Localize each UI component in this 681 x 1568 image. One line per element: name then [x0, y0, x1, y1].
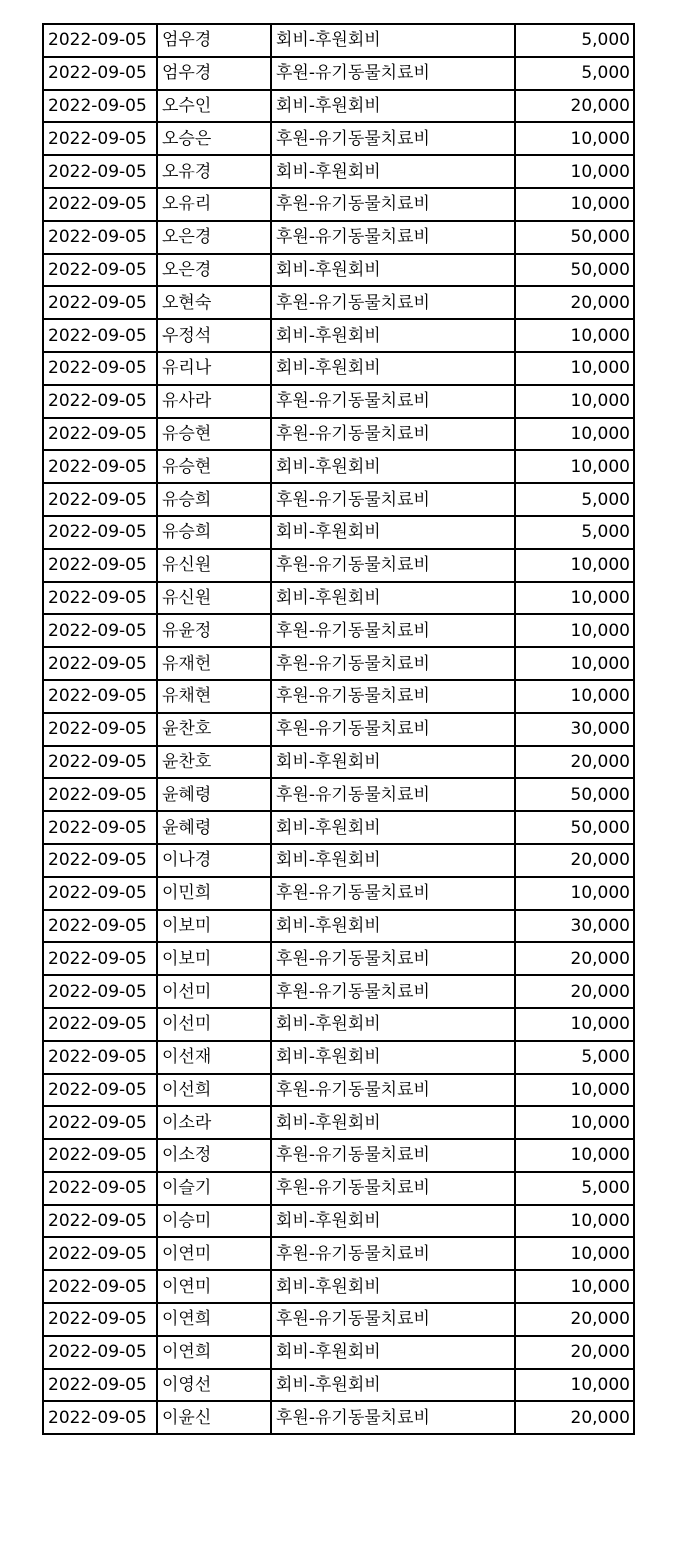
category-cell: 회비-후원회비 [271, 910, 515, 943]
table-row [43, 1041, 634, 1074]
donor-name-cell: 이선재 [157, 1041, 271, 1074]
date-cell: 2022-09-05 [43, 450, 157, 483]
donor-name-cell: 유신원 [157, 582, 271, 615]
table-row [43, 418, 634, 451]
category-cell: 후원-유기동물치료비 [271, 713, 515, 746]
amount-cell: 20,000 [515, 1303, 634, 1336]
date-cell: 2022-09-05 [43, 1041, 157, 1074]
donor-name-cell: 오승은 [157, 122, 271, 155]
date-cell: 2022-09-05 [43, 1139, 157, 1172]
category-cell: 회비-후원회비 [271, 1270, 515, 1303]
amount-cell: 5,000 [515, 1172, 634, 1205]
date-cell: 2022-09-05 [43, 549, 157, 582]
amount-cell: 50,000 [515, 811, 634, 844]
donor-name-cell: 이연희 [157, 1336, 271, 1369]
amount-cell: 20,000 [515, 90, 634, 123]
category-cell: 회비-후원회비 [271, 1008, 515, 1041]
donor-name-cell: 이선미 [157, 1008, 271, 1041]
date-cell: 2022-09-05 [43, 746, 157, 779]
date-cell: 2022-09-05 [43, 647, 157, 680]
donor-name-cell: 이윤신 [157, 1401, 271, 1434]
table-row [43, 90, 634, 123]
date-cell: 2022-09-05 [43, 1074, 157, 1107]
amount-cell: 20,000 [515, 975, 634, 1008]
category-cell: 회비-후원회비 [271, 155, 515, 188]
date-cell: 2022-09-05 [43, 844, 157, 877]
date-cell: 2022-09-05 [43, 122, 157, 155]
category-cell: 회비-후원회비 [271, 582, 515, 615]
donor-name-cell: 이민희 [157, 877, 271, 910]
amount-cell: 10,000 [515, 155, 634, 188]
donor-name-cell: 이보미 [157, 942, 271, 975]
category-cell: 후원-유기동물치료비 [271, 1074, 515, 1107]
table-row [43, 516, 634, 549]
amount-cell: 10,000 [515, 1074, 634, 1107]
amount-cell: 10,000 [515, 549, 634, 582]
donor-name-cell: 엄우경 [157, 57, 271, 90]
donor-name-cell: 이선미 [157, 975, 271, 1008]
date-cell: 2022-09-05 [43, 24, 157, 57]
table-row [43, 483, 634, 516]
date-cell: 2022-09-05 [43, 975, 157, 1008]
amount-cell: 10,000 [515, 1008, 634, 1041]
category-cell: 회비-후원회비 [271, 1369, 515, 1402]
date-cell: 2022-09-05 [43, 942, 157, 975]
category-cell: 후원-유기동물치료비 [271, 188, 515, 221]
amount-cell: 10,000 [515, 877, 634, 910]
category-cell: 후원-유기동물치료비 [271, 614, 515, 647]
category-cell: 후원-유기동물치료비 [271, 1237, 515, 1270]
date-cell: 2022-09-05 [43, 1270, 157, 1303]
table-row [43, 221, 634, 254]
table-row [43, 450, 634, 483]
category-cell: 회비-후원회비 [271, 746, 515, 779]
date-cell: 2022-09-05 [43, 1237, 157, 1270]
donor-name-cell: 오수인 [157, 90, 271, 123]
table-row [43, 778, 634, 811]
date-cell: 2022-09-05 [43, 1172, 157, 1205]
date-cell: 2022-09-05 [43, 877, 157, 910]
date-cell: 2022-09-05 [43, 1336, 157, 1369]
table-row [43, 647, 634, 680]
ledger-body [43, 24, 634, 1434]
date-cell: 2022-09-05 [43, 57, 157, 90]
date-cell: 2022-09-05 [43, 352, 157, 385]
amount-cell: 5,000 [515, 24, 634, 57]
donor-name-cell: 이나경 [157, 844, 271, 877]
category-cell: 후원-유기동물치료비 [271, 942, 515, 975]
donor-name-cell: 유신원 [157, 549, 271, 582]
date-cell: 2022-09-05 [43, 778, 157, 811]
table-row [43, 1369, 634, 1402]
donor-name-cell: 이영선 [157, 1369, 271, 1402]
donor-name-cell: 유사라 [157, 385, 271, 418]
amount-cell: 10,000 [515, 188, 634, 221]
date-cell: 2022-09-05 [43, 614, 157, 647]
category-cell: 회비-후원회비 [271, 352, 515, 385]
amount-cell: 10,000 [515, 319, 634, 352]
table-row [43, 1139, 634, 1172]
table-row [43, 549, 634, 582]
amount-cell: 10,000 [515, 680, 634, 713]
date-cell: 2022-09-05 [43, 1401, 157, 1434]
table-row [43, 582, 634, 615]
donation-ledger-table [42, 23, 635, 1435]
amount-cell: 20,000 [515, 286, 634, 319]
category-cell: 회비-후원회비 [271, 516, 515, 549]
donor-name-cell: 우정석 [157, 319, 271, 352]
table-row [43, 877, 634, 910]
date-cell: 2022-09-05 [43, 516, 157, 549]
table-row [43, 286, 634, 319]
amount-cell: 10,000 [515, 1270, 634, 1303]
date-cell: 2022-09-05 [43, 811, 157, 844]
date-cell: 2022-09-05 [43, 1303, 157, 1336]
category-cell: 후원-유기동물치료비 [271, 549, 515, 582]
amount-cell: 5,000 [515, 483, 634, 516]
table-row [43, 1270, 634, 1303]
donor-name-cell: 이슬기 [157, 1172, 271, 1205]
table-row [43, 254, 634, 287]
table-row [43, 844, 634, 877]
date-cell: 2022-09-05 [43, 155, 157, 188]
donor-name-cell: 오현숙 [157, 286, 271, 319]
category-cell: 후원-유기동물치료비 [271, 483, 515, 516]
donor-name-cell: 유승현 [157, 418, 271, 451]
category-cell: 후원-유기동물치료비 [271, 122, 515, 155]
donor-name-cell: 이연희 [157, 1303, 271, 1336]
amount-cell: 5,000 [515, 57, 634, 90]
table-row [43, 1074, 634, 1107]
donor-name-cell: 오은경 [157, 254, 271, 287]
table-row [43, 385, 634, 418]
date-cell: 2022-09-05 [43, 1106, 157, 1139]
date-cell: 2022-09-05 [43, 188, 157, 221]
table-row [43, 975, 634, 1008]
donor-name-cell: 유재헌 [157, 647, 271, 680]
amount-cell: 10,000 [515, 647, 634, 680]
date-cell: 2022-09-05 [43, 385, 157, 418]
category-cell: 회비-후원회비 [271, 319, 515, 352]
date-cell: 2022-09-05 [43, 319, 157, 352]
table-row [43, 352, 634, 385]
donor-name-cell: 윤혜령 [157, 811, 271, 844]
date-cell: 2022-09-05 [43, 221, 157, 254]
donor-name-cell: 윤찬호 [157, 713, 271, 746]
donor-name-cell: 유리나 [157, 352, 271, 385]
donor-name-cell: 유윤정 [157, 614, 271, 647]
table-row [43, 1008, 634, 1041]
amount-cell: 50,000 [515, 254, 634, 287]
donor-name-cell: 이보미 [157, 910, 271, 943]
table-row [43, 1336, 634, 1369]
table-row [43, 910, 634, 943]
category-cell: 후원-유기동물치료비 [271, 57, 515, 90]
table-row [43, 1303, 634, 1336]
date-cell: 2022-09-05 [43, 483, 157, 516]
donor-name-cell: 이소정 [157, 1139, 271, 1172]
amount-cell: 10,000 [515, 1139, 634, 1172]
donor-name-cell: 유승현 [157, 450, 271, 483]
amount-cell: 10,000 [515, 450, 634, 483]
category-cell: 후원-유기동물치료비 [271, 1303, 515, 1336]
donor-name-cell: 유승희 [157, 516, 271, 549]
table-row [43, 24, 634, 57]
amount-cell: 20,000 [515, 844, 634, 877]
amount-cell: 10,000 [515, 1369, 634, 1402]
table-row [43, 811, 634, 844]
donor-name-cell: 윤혜령 [157, 778, 271, 811]
amount-cell: 20,000 [515, 1401, 634, 1434]
date-cell: 2022-09-05 [43, 910, 157, 943]
category-cell: 회비-후원회비 [271, 844, 515, 877]
table-row [43, 680, 634, 713]
donor-name-cell: 이연미 [157, 1237, 271, 1270]
category-cell: 후원-유기동물치료비 [271, 877, 515, 910]
amount-cell: 10,000 [515, 122, 634, 155]
amount-cell: 5,000 [515, 516, 634, 549]
donor-name-cell: 이소라 [157, 1106, 271, 1139]
category-cell: 후원-유기동물치료비 [271, 647, 515, 680]
category-cell: 회비-후원회비 [271, 450, 515, 483]
date-cell: 2022-09-05 [43, 680, 157, 713]
category-cell: 회비-후원회비 [271, 90, 515, 123]
donor-name-cell: 이승미 [157, 1205, 271, 1238]
category-cell: 회비-후원회비 [271, 1106, 515, 1139]
amount-cell: 10,000 [515, 582, 634, 615]
amount-cell: 30,000 [515, 713, 634, 746]
amount-cell: 30,000 [515, 910, 634, 943]
donor-name-cell: 윤찬호 [157, 746, 271, 779]
donor-name-cell: 엄우경 [157, 24, 271, 57]
category-cell: 후원-유기동물치료비 [271, 975, 515, 1008]
category-cell: 후원-유기동물치료비 [271, 418, 515, 451]
donor-name-cell: 이연미 [157, 1270, 271, 1303]
donor-name-cell: 오은경 [157, 221, 271, 254]
table-row [43, 614, 634, 647]
category-cell: 회비-후원회비 [271, 1205, 515, 1238]
category-cell: 후원-유기동물치료비 [271, 680, 515, 713]
category-cell: 회비-후원회비 [271, 811, 515, 844]
table-row [43, 155, 634, 188]
date-cell: 2022-09-05 [43, 1369, 157, 1402]
category-cell: 후원-유기동물치료비 [271, 385, 515, 418]
table-row [43, 1237, 634, 1270]
donor-name-cell: 유승희 [157, 483, 271, 516]
table-row [43, 57, 634, 90]
category-cell: 후원-유기동물치료비 [271, 286, 515, 319]
amount-cell: 10,000 [515, 352, 634, 385]
donor-name-cell: 이선희 [157, 1074, 271, 1107]
category-cell: 후원-유기동물치료비 [271, 778, 515, 811]
category-cell: 후원-유기동물치료비 [271, 1172, 515, 1205]
table-row [43, 713, 634, 746]
table-row [43, 942, 634, 975]
amount-cell: 20,000 [515, 746, 634, 779]
table-row [43, 1106, 634, 1139]
table-row [43, 1205, 634, 1238]
donor-name-cell: 오유리 [157, 188, 271, 221]
amount-cell: 20,000 [515, 942, 634, 975]
category-cell: 후원-유기동물치료비 [271, 1139, 515, 1172]
amount-cell: 10,000 [515, 418, 634, 451]
amount-cell: 10,000 [515, 385, 634, 418]
table-row [43, 188, 634, 221]
donor-name-cell: 오유경 [157, 155, 271, 188]
category-cell: 회비-후원회비 [271, 254, 515, 287]
amount-cell: 50,000 [515, 221, 634, 254]
donor-name-cell: 유채현 [157, 680, 271, 713]
amount-cell: 10,000 [515, 1205, 634, 1238]
amount-cell: 20,000 [515, 1336, 634, 1369]
category-cell: 회비-후원회비 [271, 1041, 515, 1074]
category-cell: 회비-후원회비 [271, 1336, 515, 1369]
table-row [43, 1401, 634, 1434]
date-cell: 2022-09-05 [43, 286, 157, 319]
amount-cell: 50,000 [515, 778, 634, 811]
date-cell: 2022-09-05 [43, 582, 157, 615]
amount-cell: 10,000 [515, 614, 634, 647]
table-row [43, 1172, 634, 1205]
date-cell: 2022-09-05 [43, 1008, 157, 1041]
amount-cell: 10,000 [515, 1106, 634, 1139]
category-cell: 후원-유기동물치료비 [271, 1401, 515, 1434]
date-cell: 2022-09-05 [43, 90, 157, 123]
table-row [43, 122, 634, 155]
amount-cell: 10,000 [515, 1237, 634, 1270]
category-cell: 회비-후원회비 [271, 24, 515, 57]
table-row [43, 319, 634, 352]
table-row [43, 746, 634, 779]
date-cell: 2022-09-05 [43, 418, 157, 451]
date-cell: 2022-09-05 [43, 713, 157, 746]
amount-cell: 5,000 [515, 1041, 634, 1074]
date-cell: 2022-09-05 [43, 1205, 157, 1238]
category-cell: 후원-유기동물치료비 [271, 221, 515, 254]
date-cell: 2022-09-05 [43, 254, 157, 287]
